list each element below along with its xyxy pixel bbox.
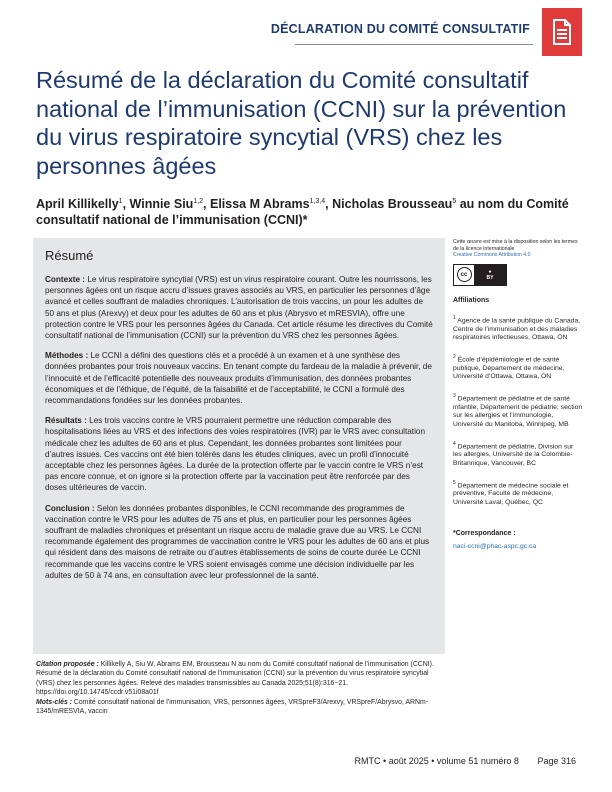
license-statement: [453, 239, 583, 259]
correspondence-heading: *Correspondance :: [453, 529, 516, 537]
header-divider: [295, 44, 533, 45]
affiliation-item: $^5$ Département de médecine sociale et préventive, Faculté de médecine, Université Laval, Québec, QC: [453, 479, 569, 507]
author-list: April Killikelly$^1$, Winnie Siu$^{1,2}$, Elissa M Abrams$^{1,3,4}$, Nicholas Brousseau$^5$ au nom du Comité consultatif national de l’immunisation (CCNI)*: [36, 197, 569, 228]
author-affil-ref: 1,2: [193, 198, 204, 205]
author-affil-ref: 5: [452, 198, 457, 205]
article-title: Résumé de la déclaration du Comité consultatif national de l’immunisation (CCNI) sur la prévention du virus respiratoire syncytial (VRS) chez les personnes âgées: [36, 67, 567, 179]
author-affil-ref: 1,3,4: [309, 198, 326, 205]
affiliation-item: $^4$ Département de pédiatrie, Division sur les allergies, Université de la Colombie-Britannique, Vancouver, BC: [453, 440, 574, 467]
citation-block: [36, 660, 448, 716]
affiliation-item: $^2$ École d’épidémiologie et de santé publique, Département de médecine, Université d’Ottawa, Ottawa, ON: [453, 353, 565, 381]
abstract-heading: Résumé: [45, 248, 94, 263]
author-affil-ref: 1: [118, 198, 123, 205]
document-icon: [552, 19, 572, 45]
abstract-resultats: [45, 415, 433, 493]
journal-issue: RMTC • août 2025 • volume 51 numéro 8: [354, 756, 519, 766]
abstract-conclusion: [45, 503, 433, 581]
keywords: [36, 698, 448, 717]
methodes-label: Méthodes :: [45, 351, 91, 361]
by-icon: ●: [488, 268, 492, 275]
keywords-label: Mots-clés :: [36, 698, 74, 706]
author-name: Nicholas Brousseau: [332, 197, 453, 212]
resultats-label: Résultats :: [45, 416, 90, 426]
contexte-label: Contexte :: [45, 275, 88, 284]
conclusion-text: Selon les données probantes disponibles, le CCNI recommande des programmes de vaccination contre le VRS pour les adultes de 75 ans et plus, en particulier pour les personnes âgées souffrant de maladies chroniques et présentant un risque accru de maladie grave due au VRS. Le CCNI recommande également des programmes de vaccination contre le VRS pour les adultes de 60 ans et plus qui résident dans des maisons de retraite ou d’autres établissements de soins de courte durée Le CCNI recommande que les vaccins contre le VRS soient envisagés comme une décision individuelle par les adultes de 50 à 74 ans, en consultation avec leur professionnel de la santé.: [45, 503, 430, 580]
section-label: DÉCLARATION DU COMITÉ CONSULTATIF: [270, 22, 530, 36]
citation-label: Citation proposée :: [36, 661, 101, 668]
cc-by-badge[interactable]: [453, 264, 507, 286]
affiliations-heading: Affiliations: [453, 296, 490, 304]
author-name: April Killikelly: [36, 197, 119, 212]
abstract-methodes: [45, 350, 433, 406]
license-text: Cette œuvre est mise à la disposition selon les termes de la licence internationale: [453, 239, 578, 252]
abstract-box: [33, 238, 445, 654]
page-footer: [300, 756, 576, 766]
methodes-text: Le CCNI a défini des questions clés et a procédé à un examen et à une synthèse des données probantes pour trois nouveaux vaccins. En tenant compte du fardeau de la maladie à prévenir, de l’innocuité et de l’efficacité potentielle des nouveaux produits d’immunisation, des données probantes économiques et de l’éthique, de l’équité, de la faisabilité et de l’acceptabilité, le CCNI a formulé des recommandations fondées sur les données probantes.: [45, 351, 432, 406]
conclusion-label: Conclusion :: [45, 503, 97, 513]
affiliation-item: $^3$ Département de pédiatrie et de santé infantile, Département de pédiatrie; section sur les allergies et l’immunologie, Université du Manitoba, Winnipeg, MB: [453, 392, 583, 428]
author-name: Elissa M Abrams: [210, 197, 310, 212]
author-name: Winnie Siu: [129, 197, 194, 212]
citation-text: Killikelly A, Siu W, Abrams EM, Brousseau N au nom du Comité consultatif national de l’immunisation (CCNI). Résumé de la déclaration du Comité consultatif national de l’immunisation (CCNI) sur la prévention du virus respiratoire syncytial (VRS) chez les personnes âgées. Relevé des maladies transmissibles au Canada 2025;51(8):316−21. https://doi.org/10.14745/ccdr.v51i08a01f: [36, 661, 434, 697]
correspondence-email[interactable]: naci-ccni@phac-aspc.gc.ca: [453, 542, 537, 550]
by-label: BY: [486, 274, 494, 281]
document-tab[interactable]: [542, 8, 582, 56]
abstract-contexte: [45, 274, 433, 341]
sidebar: [453, 239, 583, 550]
license-link[interactable]: Creative Commons Attribution 4.0: [453, 252, 531, 259]
cc-icon: cc: [457, 267, 472, 282]
author-suffix: au nom du Comité consultatif national de l’immunisation (CCNI)*: [36, 197, 569, 228]
suggested-citation: [36, 660, 448, 698]
affiliation-item: $^1$ Agence de la santé publique du Canada, Centre de l’immunisation et des maladies respiratoires infectieuses, Ottawa, ON: [453, 314, 581, 342]
page-number: Page 316: [537, 756, 576, 766]
contexte-text: Le virus respiratoire syncytial (VRS) est un virus respiratoire courant. Outre les nourrissons, les personnes âgées ont un risque accru d’issues graves associés au VRS, en particulier les personnes d’âge avancé et celles souffrant de maladies chroniques. L’autorisation de trois vaccins, un pour les adultes de 50 ans et plus (Arexvy) et deux pour les adultes de 60 ans et plus (Abrysvo et mRESVIA), offre une protection contre le VRS pour les personnes âgées du Canada. Cet article résume les directives du Comité consultatif national de l’immunisation (CCNI) sur la prévention du VRS chez les personnes âgées.: [45, 275, 433, 341]
resultats-text: Les trois vaccins contre le VRS pourraient permettre une réduction comparable des hospitalisations liées au VRS et des infections des voies respiratoires (IVR) par le VRS avec consultation médicale chez les adultes de 60 ans et plus. Cependant, les données probantes sont limitées pour d’autres issues. Ces vaccins ont été bien tolérés dans les études cliniques, avec un profil d’innocuité acceptable chez les personnes âgées. La durée de la protection offerte par le vaccin contre le VRS n’est pas encore connue, et on ignore si la protection offerte par la vaccination peut être renforcée par des doses ultérieures de vaccin.: [45, 416, 425, 493]
keywords-text: Comité consultatif national de l’immunisation, VRS, personnes âgées, VRSpreF3/Arexvy, VRSpreF/Abrysvo, ARNm-1345/mRESVIA, vaccin: [36, 698, 429, 716]
